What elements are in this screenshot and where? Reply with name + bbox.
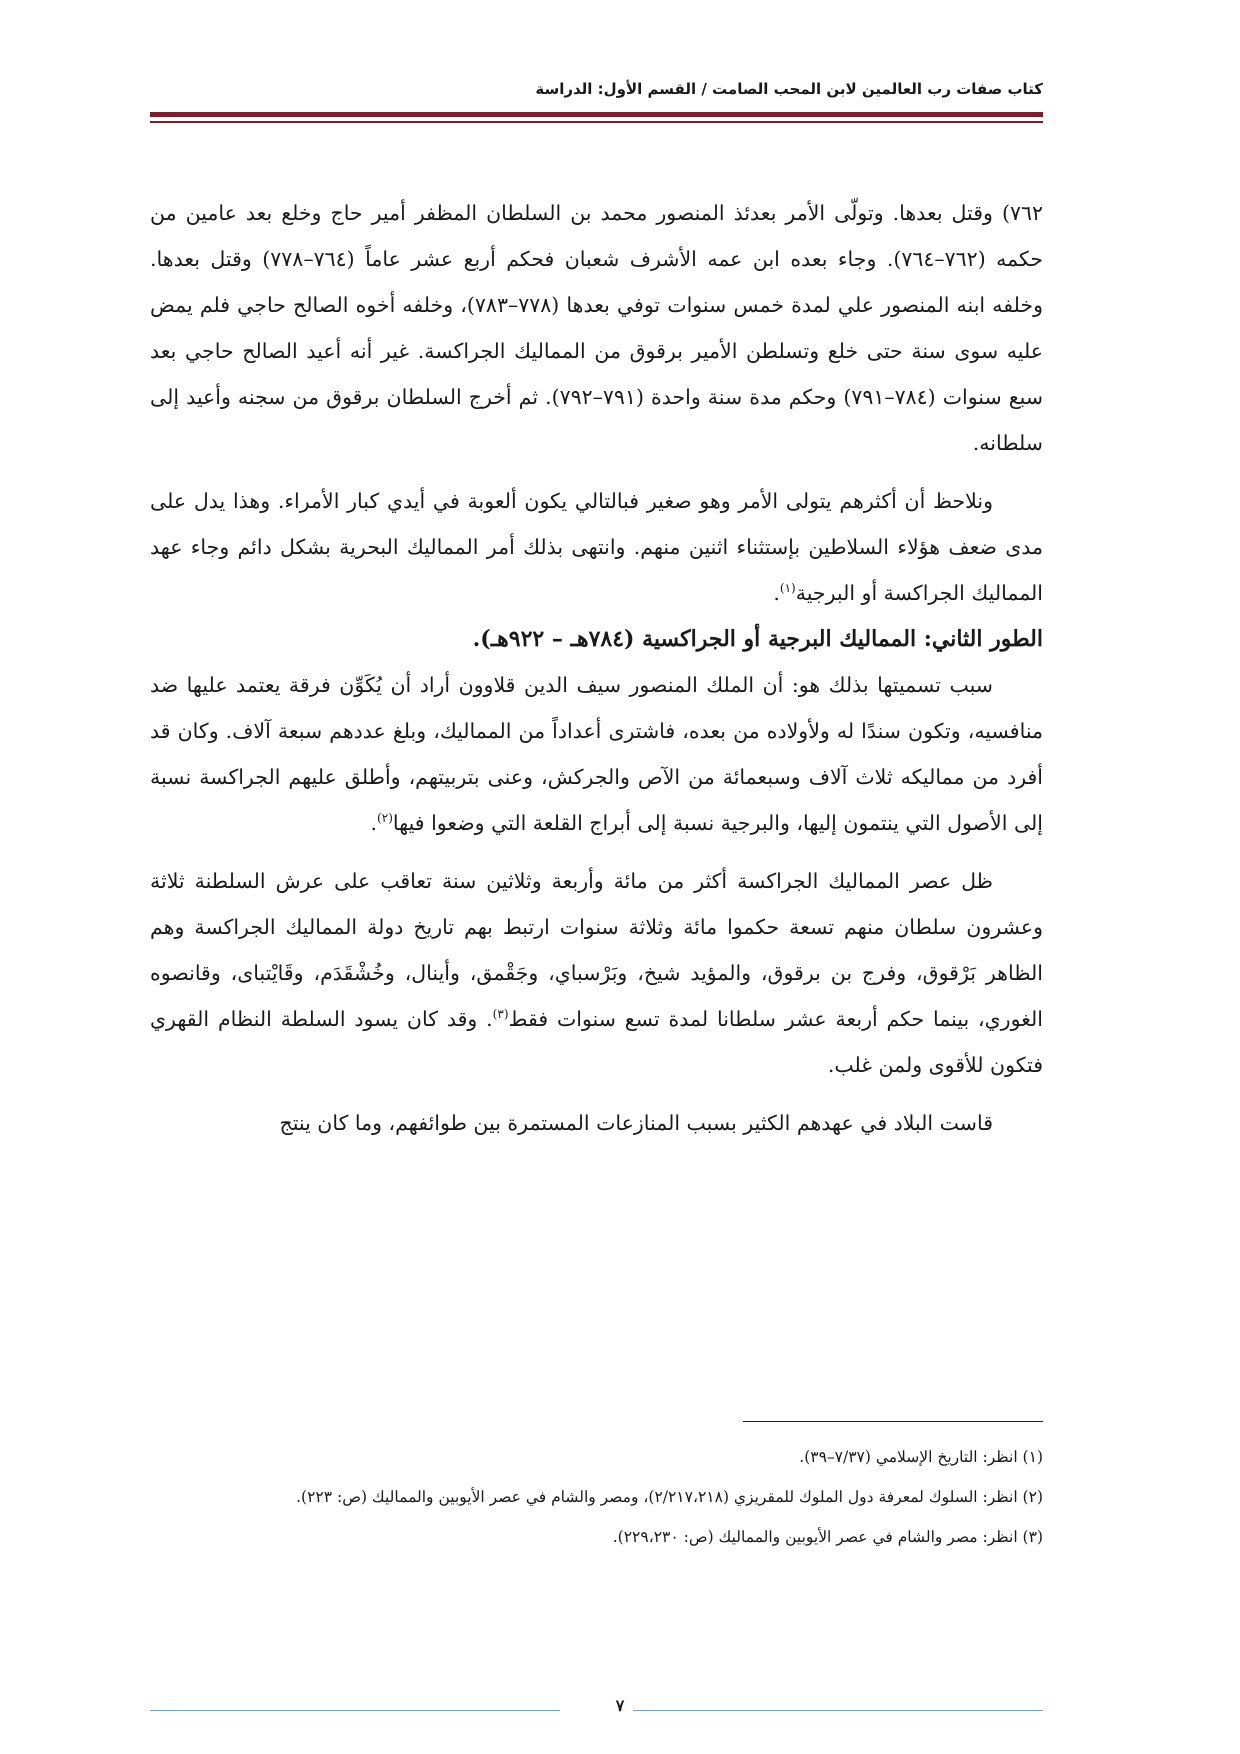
paragraph-4 (150, 858, 1043, 1088)
section-heading: الطور الثاني: المماليك البرجية أو الجراكسية (٧٨٤هـ – ٩٢٢هـ). (472, 626, 1043, 652)
footnote-separator (743, 1421, 1043, 1422)
paragraph-4-end: . وقد كان يسود السلطة النظام القهري فتكون للأقوى ولمن غلب. (150, 1007, 1043, 1077)
footnote-1: (١) انظر: التاريخ الإسلامي (٧/٣٧–٣٩). (799, 1448, 1043, 1466)
paragraph-2-end: . (773, 581, 780, 605)
running-header: كتاب صفات رب العالمين لابن المحب الصامت / القسم الأول: الدراسة (535, 80, 1043, 98)
footnote-ref-1[interactable]: (١) (779, 581, 796, 596)
footnote-2: (٢) انظر: السلوك لمعرفة دول الملوك للمقريزي (٢/٢١٧،٢١٨)، ومصر والشام في عصر الأيوبين والمماليك (ص: ٢٢٣). (296, 1488, 1043, 1506)
body-text (150, 190, 1043, 1146)
paragraph-5: قاست البلاد في عهدهم الكثير بسبب المنازعات المستمرة بين طوائفهم، وما كان ينتج (279, 1111, 993, 1135)
footnotes (150, 1440, 1043, 1560)
footnote-ref-3[interactable]: (٣) (492, 1007, 509, 1022)
paragraph-3-end: . (370, 811, 378, 835)
paragraph-3 (150, 662, 1043, 846)
footnote-3: (٣) انظر: مصر والشام في عصر الأيوبين والمماليك (ص: ٢٢٩،٢٣٠). (612, 1528, 1043, 1546)
paragraph-4-text: ظل عصر المماليك الجراكسة أكثر من مائة وأربعة وثلاثين سنة تعاقب على عرش السلطنة ثلاثة وعشرون سلطان منهم تسعة حكموا مائة وثلاثة سنوات ارتبط بهم تاريخ دولة المماليك الجراكسة وهم الظاهر بَرْقوق، وفرج بن برقوق، والمؤيد شيخ، وبَرْسباي، وجَقْمق، وأينال، وخُشْقَدَم، وقَايْتباى، وقانصوه الغوري، بينما حكم أربعة عشر سلطانا لمدة تسع سنوات فقط (150, 869, 1044, 1031)
paragraph-1: ٧٦٢) وقتل بعدها. وتولّى الأمر بعدئذ المنصور محمد بن السلطان المظفر أمير حاج وخلع بعد عامين من حكمه (٧٦٢–٧٦٤). وجاء بعده ابن عمه الأشرف شعبان فحكم أربع عشر عاماً (٧٦٤–٧٧٨) وقتل بعدها. وخلفه ابنه المنصور علي لمدة خمس سنوات توفي بعدها (٧٧٨–٧٨٣)، وخلفه أخوه الصالح حاجي فلم يمض عليه سوى سنة حتى خلع وتسلطن الأمير برقوق من المماليك الجراكسة. غير أنه أعيد الصالح حاجي بعد سبع سنوات (٧٨٤–٧٩١) وحكم مدة سنة واحدة (٧٩١–٧٩٢). ثم أخرج السلطان برقوق من سجنه وأعيد إلى سلطانه. (150, 201, 1044, 455)
paragraph-3-text: سبب تسميتها بذلك هو: أن الملك المنصور سيف الدين قلاوون أراد أن يُكَوِّن فرقة يعتمد عليها ضد منافسيه، وتكون سندًا له ولأولاده من بعده، فاشترى أعداداً من المماليك، وبلغ عددهم سبعة آلاف. وكان قد أفرد من مماليكه ثلاث آلاف وسبعمائة من الآص والجركش، وعنى بتربيتهم، وأطلق عليهم الجراكسة نسبة إلى الأصول التي ينتمون إليها، والبرجية نسبة إلى أبراج القلعة التي وضعوا فيها (150, 673, 1043, 835)
header-rule (150, 112, 1043, 117)
paragraph-2-text: ونلاحظ أن أكثرهم يتولى الأمر وهو صغير فبالتالي يكون ألعوبة في أيدي كبار الأمراء. وهذا يدل على مدى ضعف هؤلاء السلاطين بإستثناء اثنين منهم. وانتهى بذلك أمر المماليك البحرية بشكل دائم وجاء عهد المماليك الجراكسة أو البرجية (150, 489, 1043, 605)
footnote-ref-2[interactable]: (٢) (377, 811, 393, 826)
paragraph-2 (150, 478, 1043, 616)
page-number: ٧ (615, 1696, 625, 1715)
header-rule-thin (150, 121, 1043, 123)
